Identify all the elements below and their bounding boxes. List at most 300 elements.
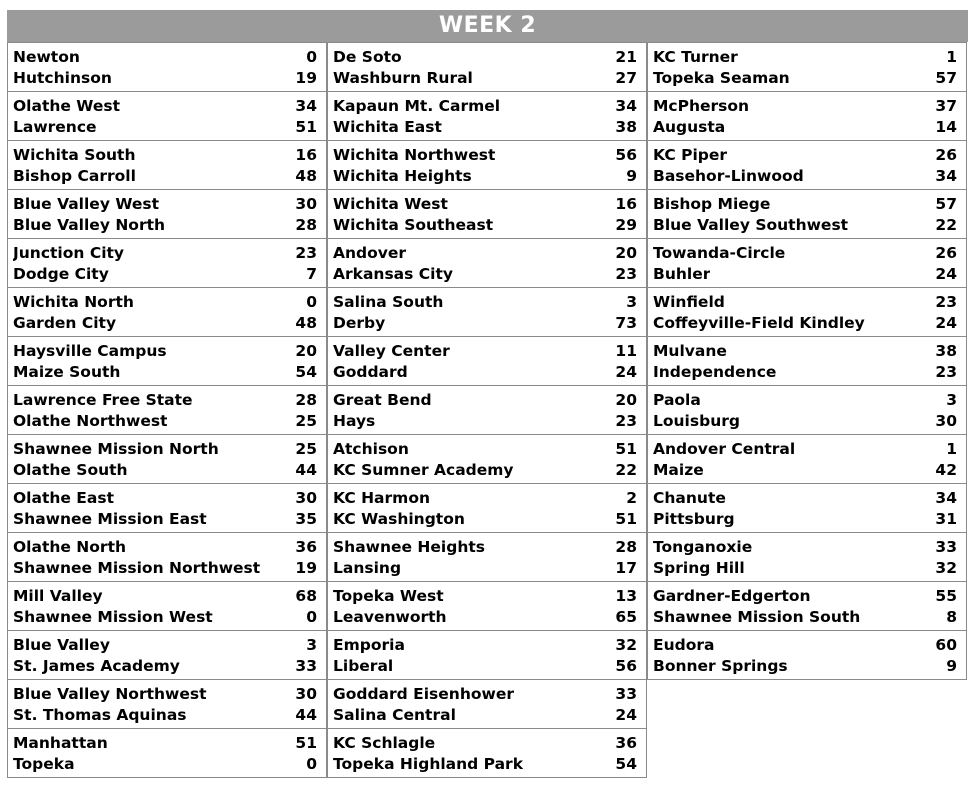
team-score: 57 — [935, 68, 957, 87]
team-name: Shawnee Heights — [333, 537, 485, 556]
team-score: 34 — [615, 96, 637, 115]
team-name: Coffeyville-Field Kindley — [653, 313, 865, 332]
team-name: Olathe South — [13, 460, 128, 479]
matchup-line — [328, 704, 646, 725]
matchup-line — [328, 410, 646, 431]
team-name: Emporia — [333, 635, 405, 654]
matchup-line — [648, 214, 966, 235]
matchup-line — [648, 291, 966, 312]
team-name: Towanda-Circle — [653, 243, 786, 262]
team-score: 17 — [615, 558, 637, 577]
team-score: 25 — [295, 411, 317, 430]
team-name: KC Washington — [333, 509, 465, 528]
team-score: 65 — [615, 607, 637, 626]
matchup-line — [648, 585, 966, 606]
team-score: 9 — [946, 656, 957, 675]
matchup-line — [328, 459, 646, 480]
team-name: Goddard — [333, 362, 408, 381]
matchup-line — [648, 389, 966, 410]
matchup-line — [328, 508, 646, 529]
team-name: Lansing — [333, 558, 402, 577]
team-score: 24 — [615, 705, 637, 724]
team-score: 56 — [615, 145, 637, 164]
team-score: 9 — [626, 166, 637, 185]
matchup-line — [8, 459, 326, 480]
game-box — [7, 385, 327, 435]
team-name: Great Bend — [333, 390, 432, 409]
game-box — [327, 287, 647, 337]
team-score: 3 — [306, 635, 317, 654]
matchup-line — [328, 144, 646, 165]
team-score: 28 — [295, 215, 317, 234]
matchup-line — [8, 67, 326, 88]
matchup-line — [8, 487, 326, 508]
team-name: KC Harmon — [333, 488, 430, 507]
team-name: Winfield — [653, 292, 725, 311]
team-score: 54 — [615, 754, 637, 773]
team-score: 3 — [946, 390, 957, 409]
matchup-line — [328, 312, 646, 333]
team-name: Topeka West — [333, 586, 444, 605]
matchup-line — [328, 165, 646, 186]
team-name: Hays — [333, 411, 376, 430]
team-name: Arkansas City — [333, 264, 453, 283]
game-box — [327, 91, 647, 141]
matchup-line — [328, 116, 646, 137]
game-box — [647, 581, 967, 631]
team-score: 57 — [935, 194, 957, 213]
scores-column-1 — [7, 42, 327, 778]
team-score: 34 — [935, 488, 957, 507]
team-name: Chanute — [653, 488, 726, 507]
team-name: Eudora — [653, 635, 715, 654]
team-score: 36 — [295, 537, 317, 556]
team-name: Gardner-Edgerton — [653, 586, 811, 605]
team-name: Blue Valley — [13, 635, 110, 654]
team-name: Blue Valley West — [13, 194, 160, 213]
team-score: 7 — [306, 264, 317, 283]
matchup-line — [328, 753, 646, 774]
team-name: Wichita East — [333, 117, 442, 136]
matchup-line — [8, 312, 326, 333]
team-name: Pittsburg — [653, 509, 735, 528]
team-name: Bishop Carroll — [13, 166, 136, 185]
matchup-line — [328, 655, 646, 676]
matchup-line — [648, 263, 966, 284]
team-score: 14 — [935, 117, 957, 136]
matchup-line — [8, 606, 326, 627]
game-box — [327, 238, 647, 288]
team-name: Louisburg — [653, 411, 740, 430]
team-name: Wichita Southeast — [333, 215, 494, 234]
team-name: Paola — [653, 390, 701, 409]
matchup-line — [8, 193, 326, 214]
team-name: Junction City — [13, 243, 125, 262]
team-name: Olathe West — [13, 96, 120, 115]
team-name: Olathe Northwest — [13, 411, 168, 430]
game-box — [647, 287, 967, 337]
matchup-line — [648, 606, 966, 627]
team-score: 8 — [946, 607, 957, 626]
team-score: 19 — [295, 558, 317, 577]
game-box — [327, 189, 647, 239]
team-name: Olathe North — [13, 537, 127, 556]
game-box — [7, 434, 327, 484]
team-name: Buhler — [653, 264, 711, 283]
matchup-line — [8, 263, 326, 284]
team-score: 23 — [295, 243, 317, 262]
game-box — [647, 434, 967, 484]
matchup-line — [8, 144, 326, 165]
matchup-line — [648, 655, 966, 676]
team-score: 33 — [615, 684, 637, 703]
game-box — [7, 581, 327, 631]
team-name: Manhattan — [13, 733, 108, 752]
team-score: 34 — [935, 166, 957, 185]
team-score: 60 — [935, 635, 957, 654]
team-score: 34 — [295, 96, 317, 115]
matchup-line — [328, 340, 646, 361]
team-score: 26 — [935, 145, 957, 164]
matchup-line — [648, 536, 966, 557]
game-box — [327, 483, 647, 533]
team-score: 25 — [295, 439, 317, 458]
matchup-line — [8, 536, 326, 557]
matchup-line — [328, 193, 646, 214]
game-box — [327, 336, 647, 386]
matchup-line — [328, 487, 646, 508]
matchup-line — [648, 193, 966, 214]
team-name: Olathe East — [13, 488, 114, 507]
game-box — [647, 42, 967, 92]
team-name: Blue Valley Southwest — [653, 215, 849, 234]
team-score: 30 — [295, 194, 317, 213]
team-name: Maize — [653, 460, 704, 479]
matchup-line — [8, 165, 326, 186]
matchup-line — [8, 585, 326, 606]
game-box — [7, 287, 327, 337]
team-name: Mulvane — [653, 341, 727, 360]
game-box — [327, 532, 647, 582]
team-score: 29 — [615, 215, 637, 234]
game-box — [647, 630, 967, 680]
team-name: Lawrence Free State — [13, 390, 193, 409]
matchup-line — [648, 410, 966, 431]
team-name: Wichita Heights — [333, 166, 472, 185]
matchup-line — [8, 340, 326, 361]
team-name: Wichita South — [13, 145, 136, 164]
team-score: 51 — [615, 509, 637, 528]
matchup-line — [8, 95, 326, 116]
team-name: Bonner Springs — [653, 656, 788, 675]
team-score: 1 — [946, 439, 957, 458]
team-score: 20 — [295, 341, 317, 360]
team-name: Derby — [333, 313, 386, 332]
game-box — [7, 42, 327, 92]
team-score: 33 — [935, 537, 957, 556]
team-name: Spring Hill — [653, 558, 745, 577]
team-name: McPherson — [653, 96, 750, 115]
matchup-line — [8, 557, 326, 578]
matchup-line — [648, 508, 966, 529]
game-box — [327, 728, 647, 778]
game-box — [7, 336, 327, 386]
team-score: 0 — [306, 754, 317, 773]
matchup-line — [328, 291, 646, 312]
game-box — [647, 483, 967, 533]
team-score: 1 — [946, 47, 957, 66]
matchup-line — [648, 95, 966, 116]
team-name: Wichita Northwest — [333, 145, 496, 164]
team-score: 31 — [935, 509, 957, 528]
game-box — [7, 728, 327, 778]
game-box — [7, 91, 327, 141]
team-score: 38 — [615, 117, 637, 136]
team-score: 48 — [295, 313, 317, 332]
team-name: Kapaun Mt. Carmel — [333, 96, 501, 115]
team-score: 35 — [295, 509, 317, 528]
team-name: Newton — [13, 47, 80, 66]
team-name: Wichita West — [333, 194, 448, 213]
team-name: Leavenworth — [333, 607, 447, 626]
game-box — [647, 91, 967, 141]
team-score: 51 — [615, 439, 637, 458]
team-score: 73 — [615, 313, 637, 332]
matchup-line — [8, 634, 326, 655]
team-name: Basehor-Linwood — [653, 166, 804, 185]
game-box — [7, 140, 327, 190]
team-score: 23 — [935, 292, 957, 311]
team-score: 2 — [626, 488, 637, 507]
team-score: 44 — [295, 460, 317, 479]
matchup-line — [648, 557, 966, 578]
matchup-line — [648, 144, 966, 165]
matchup-line — [328, 263, 646, 284]
team-name: Shawnee Mission East — [13, 509, 207, 528]
matchup-line — [8, 508, 326, 529]
game-box — [327, 140, 647, 190]
scores-column-3 — [647, 42, 967, 680]
matchup-line — [8, 655, 326, 676]
game-box — [7, 630, 327, 680]
game-box — [647, 336, 967, 386]
matchup-line — [648, 438, 966, 459]
team-score: 68 — [295, 586, 317, 605]
team-score: 3 — [626, 292, 637, 311]
matchup-line — [648, 459, 966, 480]
game-box — [327, 679, 647, 729]
matchup-line — [8, 753, 326, 774]
team-score: 37 — [935, 96, 957, 115]
matchup-line — [328, 606, 646, 627]
matchup-line — [328, 46, 646, 67]
team-score: 16 — [295, 145, 317, 164]
team-score: 38 — [935, 341, 957, 360]
matchup-line — [648, 116, 966, 137]
game-box — [647, 532, 967, 582]
team-score: 51 — [295, 117, 317, 136]
team-name: Blue Valley North — [13, 215, 166, 234]
game-box — [7, 679, 327, 729]
matchup-line — [8, 242, 326, 263]
matchup-line — [328, 361, 646, 382]
matchup-line — [8, 389, 326, 410]
matchup-line — [648, 67, 966, 88]
matchup-line — [8, 291, 326, 312]
team-name: Atchison — [333, 439, 409, 458]
team-score: 51 — [295, 733, 317, 752]
matchup-line — [328, 95, 646, 116]
game-box — [647, 385, 967, 435]
team-name: Lawrence — [13, 117, 97, 136]
game-box — [647, 140, 967, 190]
team-name: Valley Center — [333, 341, 450, 360]
matchup-line — [648, 242, 966, 263]
team-score: 23 — [935, 362, 957, 381]
team-score: 30 — [935, 411, 957, 430]
team-score: 24 — [615, 362, 637, 381]
team-score: 23 — [615, 264, 637, 283]
matchup-line — [328, 536, 646, 557]
team-name: Augusta — [653, 117, 726, 136]
team-name: Andover Central — [653, 439, 796, 458]
team-name: Independence — [653, 362, 777, 381]
team-score: 32 — [615, 635, 637, 654]
team-name: Bishop Miege — [653, 194, 771, 213]
matchup-line — [328, 214, 646, 235]
matchup-line — [8, 732, 326, 753]
team-name: KC Piper — [653, 145, 728, 164]
matchup-line — [328, 634, 646, 655]
matchup-line — [8, 116, 326, 137]
matchup-line — [648, 165, 966, 186]
team-score: 36 — [615, 733, 637, 752]
team-name: Tonganoxie — [653, 537, 753, 556]
team-score: 16 — [615, 194, 637, 213]
team-score: 48 — [295, 166, 317, 185]
matchup-line — [648, 487, 966, 508]
team-name: Shawnee Mission South — [653, 607, 861, 626]
team-score: 55 — [935, 586, 957, 605]
team-score: 23 — [615, 411, 637, 430]
matchup-line — [648, 46, 966, 67]
team-name: Washburn Rural — [333, 68, 473, 87]
team-name: St. Thomas Aquinas — [13, 705, 187, 724]
team-score: 24 — [935, 264, 957, 283]
team-name: Topeka Seaman — [653, 68, 790, 87]
team-name: Mill Valley — [13, 586, 103, 605]
team-score: 27 — [615, 68, 637, 87]
matchup-line — [328, 557, 646, 578]
team-score: 54 — [295, 362, 317, 381]
team-score: 56 — [615, 656, 637, 675]
team-name: Liberal — [333, 656, 394, 675]
matchup-line — [8, 410, 326, 431]
team-name: Dodge City — [13, 264, 109, 283]
scores-column-2 — [327, 42, 647, 778]
game-box — [327, 42, 647, 92]
team-score: 30 — [295, 488, 317, 507]
matchup-line — [8, 46, 326, 67]
team-name: Shawnee Mission West — [13, 607, 213, 626]
matchup-line — [8, 683, 326, 704]
team-score: 20 — [615, 390, 637, 409]
team-name: Haysville Campus — [13, 341, 167, 360]
game-box — [647, 238, 967, 288]
team-name: Shawnee Mission Northwest — [13, 558, 261, 577]
team-name: KC Turner — [653, 47, 738, 66]
team-score: 42 — [935, 460, 957, 479]
team-name: Andover — [333, 243, 407, 262]
team-score: 26 — [935, 243, 957, 262]
game-box — [7, 483, 327, 533]
game-box — [327, 385, 647, 435]
game-box — [7, 189, 327, 239]
matchup-line — [648, 361, 966, 382]
team-score: 0 — [306, 47, 317, 66]
game-box — [327, 630, 647, 680]
matchup-line — [328, 683, 646, 704]
matchup-line — [328, 585, 646, 606]
matchup-line — [8, 704, 326, 725]
team-name: St. James Academy — [13, 656, 180, 675]
game-box — [327, 581, 647, 631]
team-score: 33 — [295, 656, 317, 675]
team-score: 28 — [615, 537, 637, 556]
matchup-line — [328, 732, 646, 753]
team-name: Shawnee Mission North — [13, 439, 219, 458]
team-score: 11 — [615, 341, 637, 360]
game-box — [7, 532, 327, 582]
team-name: Topeka Highland Park — [333, 754, 524, 773]
team-name: KC Schlagle — [333, 733, 436, 752]
team-score: 22 — [615, 460, 637, 479]
matchup-line — [648, 634, 966, 655]
matchup-line — [328, 438, 646, 459]
team-score: 19 — [295, 68, 317, 87]
team-score: 0 — [306, 292, 317, 311]
game-box — [7, 238, 327, 288]
matchup-line — [8, 438, 326, 459]
team-score: 28 — [295, 390, 317, 409]
team-name: Wichita North — [13, 292, 134, 311]
team-name: Salina Central — [333, 705, 456, 724]
matchup-line — [8, 214, 326, 235]
team-name: Topeka — [13, 754, 75, 773]
team-name: De Soto — [333, 47, 402, 66]
matchup-line — [328, 389, 646, 410]
team-name: Goddard Eisenhower — [333, 684, 514, 703]
team-name: Blue Valley Northwest — [13, 684, 207, 703]
team-name: Hutchinson — [13, 68, 112, 87]
team-name: KC Sumner Academy — [333, 460, 514, 479]
team-score: 22 — [935, 215, 957, 234]
team-score: 21 — [615, 47, 637, 66]
matchup-line — [328, 67, 646, 88]
matchup-line — [648, 312, 966, 333]
game-box — [647, 189, 967, 239]
team-score: 20 — [615, 243, 637, 262]
matchup-line — [8, 361, 326, 382]
team-score: 44 — [295, 705, 317, 724]
team-score: 30 — [295, 684, 317, 703]
matchup-line — [328, 242, 646, 263]
team-score: 0 — [306, 607, 317, 626]
game-box — [327, 434, 647, 484]
team-score: 13 — [615, 586, 637, 605]
team-name: Salina South — [333, 292, 444, 311]
team-name: Garden City — [13, 313, 117, 332]
